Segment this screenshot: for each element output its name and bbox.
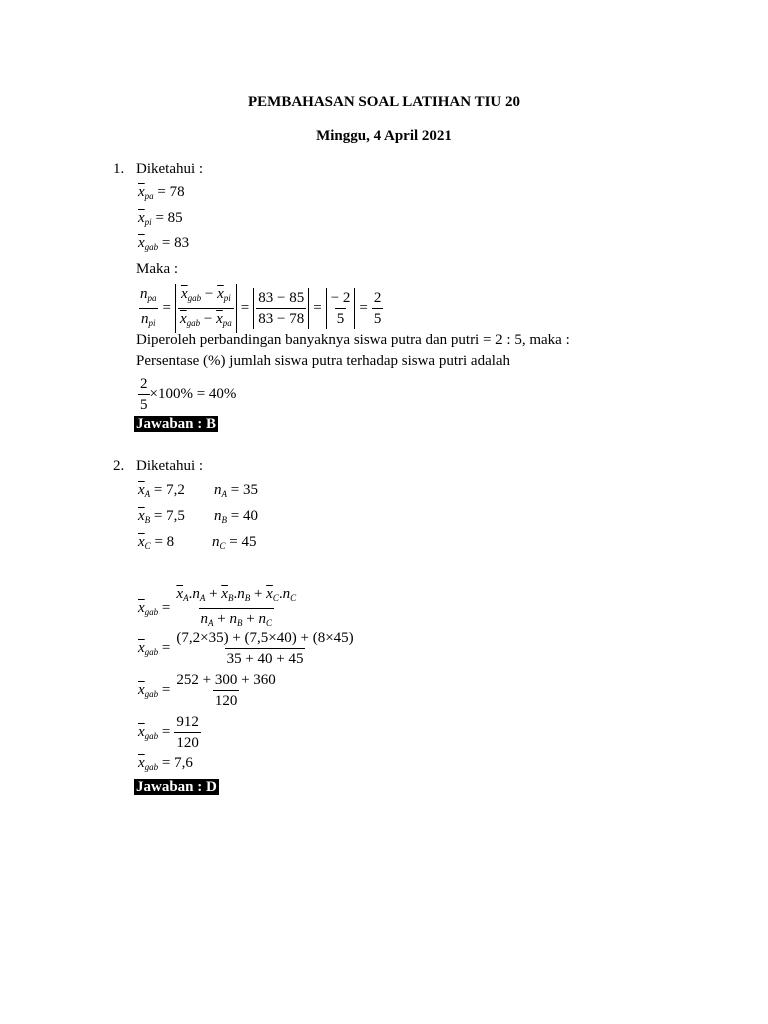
q2-sum: $\overline{x}_{gab}$ = $\frac{912}{120}$ <box>138 714 199 751</box>
equals: = <box>313 300 322 316</box>
q1-answer <box>134 415 218 433</box>
substitution-fraction: $\frac{(7,2\times 35) + (7,5\times 40) + (8\times 45)}{35 + 40 + 45}$ <box>176 630 354 667</box>
q2-number: 2. <box>113 458 125 474</box>
value: = 78 <box>153 184 185 200</box>
q2-result: $\overline{x}_{gab} = 7,6$ <box>138 755 193 772</box>
subscript: pi <box>144 217 152 227</box>
equals: = <box>359 300 368 316</box>
answer-badge: Jawaban : B <box>136 416 217 432</box>
equals: = <box>240 300 250 316</box>
q2-formula: $\overline{x}_{gab}$ = $\frac{\overline{x}_A.n_A + \overline{x}_B.n_B + \overline{x}_C.n_C}{n_A + n_B + n_C}$ <box>138 584 298 633</box>
q2-xb-line: $\overline{x}_B = 7,5$ <box>138 508 185 525</box>
q2-na-line: $n_A = 35$ <box>214 482 258 499</box>
q1-maka: Maka : <box>136 261 179 277</box>
q1-ratio-equation <box>138 284 383 333</box>
subscript: pa <box>144 191 154 201</box>
equals: = <box>162 300 171 316</box>
x-bar-symbol: $\overline{x}$ <box>138 235 145 251</box>
percentage-fraction: $\frac{2}{5}$ <box>140 376 148 413</box>
q1-conclusion-line: Diperoleh perbandingan banyaknya siswa putra dan putri = 2 : 5, maka : <box>136 332 570 348</box>
combined-mean-fraction: $\frac{\overline{x}_A.n_A + \overline{x}_B.n_B + \overline{x}_C.n_C}{n_A + n_B + n_C}$ <box>174 584 298 633</box>
x-bar-symbol: $\overline{x}$ <box>138 210 145 226</box>
q2-known-label: Diketahui : <box>136 458 204 474</box>
q2-answer <box>134 778 219 796</box>
abs-number-fraction: $\frac{83 - 85}{83 - 78}$ <box>253 288 309 329</box>
abs-mean-fraction: $\frac{\overline{x}_{gab} - \overline{x}_{pi}}{\overline{x}_{gab} - \overline{x}_{pa}}$ <box>175 284 237 333</box>
abs-simplified-fraction: $\frac{- 2}{5}$ <box>326 288 356 329</box>
q1-xpa-line <box>138 184 185 201</box>
q1-xpi-line <box>138 210 183 227</box>
answer-badge: Jawaban : D <box>136 779 217 795</box>
q2-nb-line: $n_B = 40$ <box>214 508 258 525</box>
products-fraction: $\frac{252 + 300 + 360}{120}$ <box>176 672 276 709</box>
q1-number: 1. <box>113 161 125 177</box>
sum-fraction: $\frac{912}{120}$ <box>176 714 199 751</box>
q1-percentage-equation <box>138 374 236 415</box>
q1-percentage-line: Persentase (%) jumlah siswa putra terhadap siswa putri adalah <box>136 353 511 369</box>
q1-known-label: Diketahui : <box>136 161 204 177</box>
page-title: PEMBAHASAN SOAL LATIHAN TIU 20 <box>248 94 520 110</box>
value: = 83 <box>158 235 190 251</box>
percentage-result: ×100% = 40% <box>149 386 237 402</box>
subscript: gab <box>144 242 159 252</box>
value: = 85 <box>151 210 183 226</box>
q2-nc-line: $n_C = 45$ <box>212 534 257 551</box>
n-ratio-fraction: $\frac{n_{pa}}{n_{pi}}$ <box>138 284 159 333</box>
q2-substitution: $\overline{x}_{gab}$ = $\frac{(7,2\times 35) + (7,5\times 40) + (8\times 45)}{35 + 40 + 45}$ <box>138 630 354 667</box>
page-date: Minggu, 4 April 2021 <box>316 128 452 144</box>
q1-xgab-line <box>138 235 189 252</box>
result-fraction: $\frac{2}{5}$ <box>373 290 382 327</box>
q2-products: $\overline{x}_{gab}$ = $\frac{252 + 300 + 360}{120}$ <box>138 672 276 709</box>
q2-xc-line: $\overline{x}_C = 8$ <box>138 534 175 551</box>
x-bar-symbol: $\overline{x}$ <box>138 184 145 200</box>
q2-xa-line: $\overline{x}_A = 7,2$ <box>138 482 185 499</box>
